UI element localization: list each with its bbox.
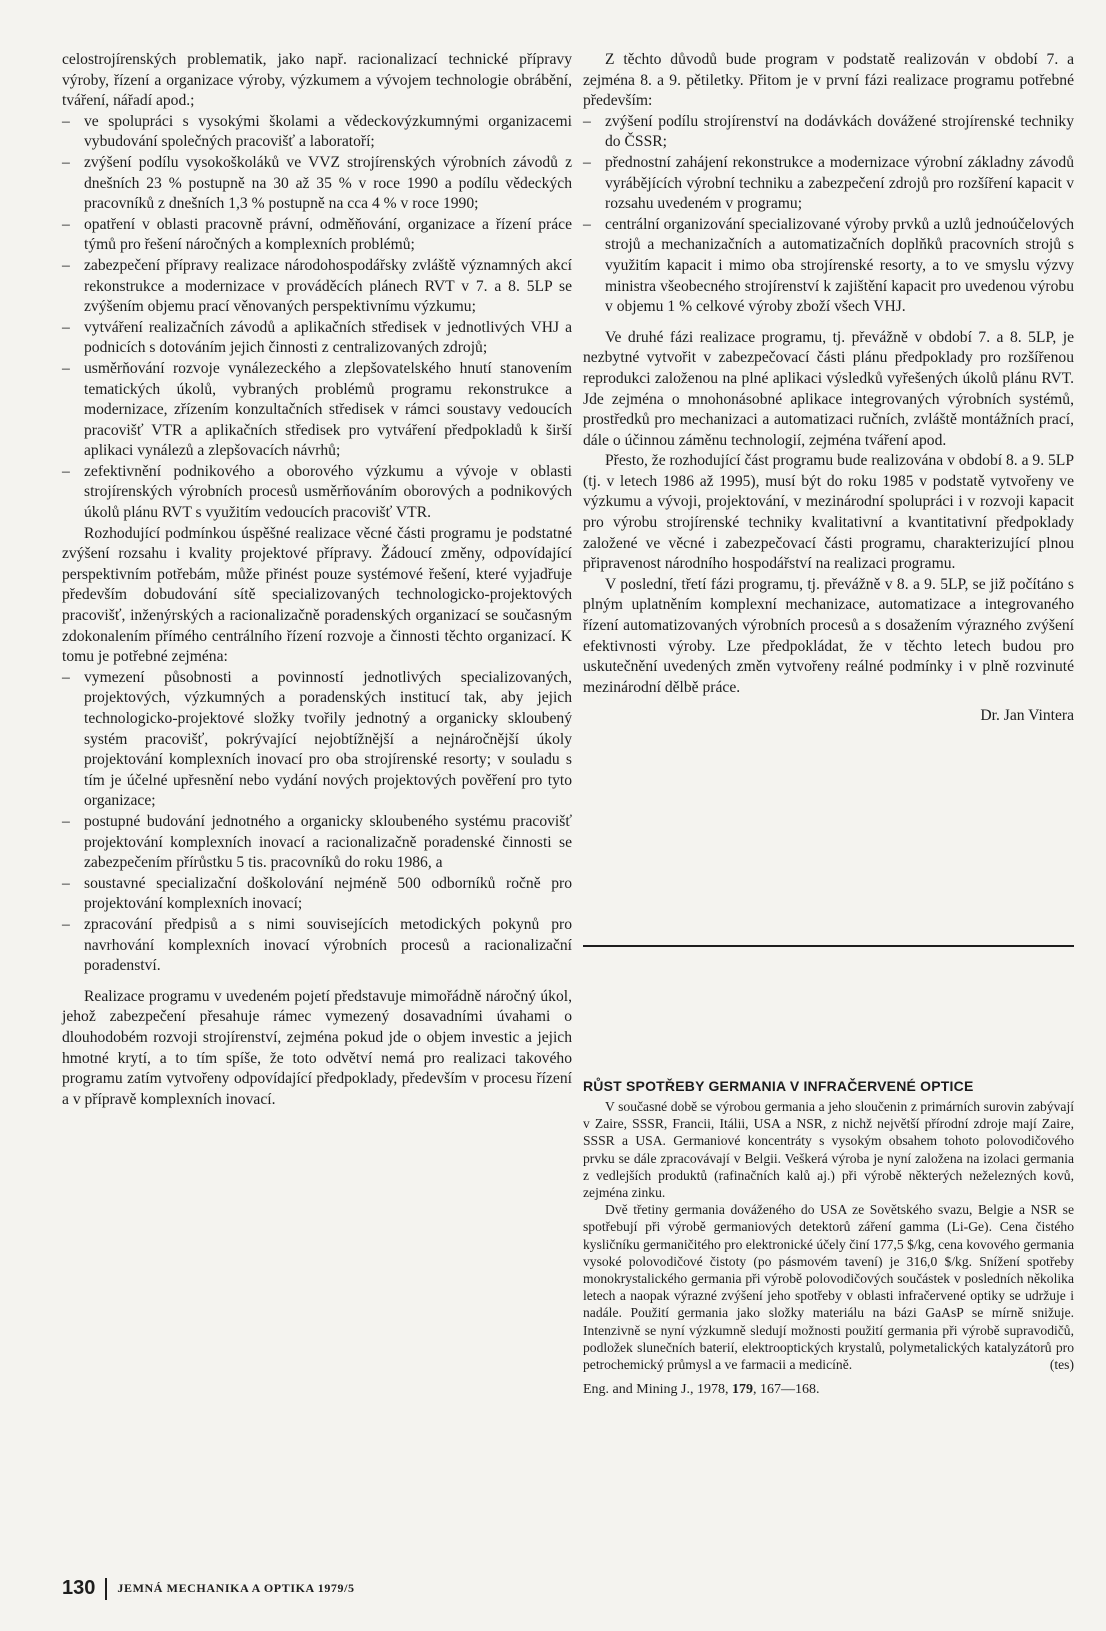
list-item: – ve spolupráci s vysokými školami a vědeckovýzkumnými organizacemi vybudování společných pracovišť a laboratoří; xyxy=(62,112,572,153)
paragraph-reasons: Z těchto důvodů bude program v podstatě realizován v období 7. a zejména 8. a 9. pětiletky. Přitom je v první fázi realizace programu potřebné především: xyxy=(583,51,1074,110)
news-reference xyxy=(583,1381,1074,1398)
reference-source: Eng. and Mining J., 1978, xyxy=(583,1382,729,1398)
list-item: – přednostní zahájení rekonstrukce a modernizace výrobní základny závodů vyrábějících výrobní techniku a zabezpečení zdrojů pro rozšíření kapacit v rozsahu uvedeném v programu; xyxy=(583,153,1074,215)
news-author-tag: (tes) xyxy=(1049,1357,1074,1373)
right-column xyxy=(583,50,1074,727)
list-item: – soustavné specializační doškolování nejméně 500 odborníků ročně pro projektování komplexních inovací; xyxy=(62,874,572,915)
reference-volume: 179 xyxy=(731,1382,753,1398)
section-divider xyxy=(583,945,1074,947)
phase1-list xyxy=(583,112,1074,318)
list-item: – postupné budování jednotného a organicky skloubeného systému pracovišť projektování komplexních inovací a racionalizačně poradenské činnosti se zabezpečením přírůstku 5 tis. pracovníků do roku 1986, a xyxy=(62,812,572,874)
left-column xyxy=(62,50,572,1110)
news-title: RŮST SPOTŘEBY GERMANIA V INFRAČERVENÉ OPTICE xyxy=(583,1078,974,1094)
paragraph-phase-three: V poslední, třetí fázi programu, tj. převážně v 8. a 9. 5LP, se již počítáno s plným uplatněním komplexní mechanizace, automatizace a integrovaného řízení automatizovaných výrobních procesů a s dosažením výrazného zvýšení efektivnosti výroby. Lze předpokládat, že v těchto letech budou pro uskutečnění uvedených změn vytvořeny reálné podmínky i v plně rozvinuté mezinárodní dělbě práce. xyxy=(583,575,1074,696)
paragraph-realization: Realizace programu v uvedeném pojetí představuje mimořádně náročný úkol, jehož zabezpečení přesahuje rámec vymezený dosavadními úvahami o dlouhodobém rozvoji strojírenství, zejména pokud jde o objem investic a jejich hmotné krytí, a to tím spíše, že toto odvětví nemá pro realizaci takového programu zatím vytvořeny odpovídající předpoklady, především v procesu řízení a v přípravě komplexních inovací. xyxy=(62,987,572,1108)
news-paragraph: V současné době se výrobou germania a jeho sloučenin z primárních surovin zabývají v Zaire, SSSR, Francii, Itálii, USA a NSR, z nichž největší přírodní zdroje mají Zaire, SSSR a USA. Germaniové koncentráty s vysokým obsahem tohoto polovodičového prvku se dále zpracovávají v Belgii. Veškerá výroba je nyní založena na izolaci germania z vedlejších produktů (rafinačních kalů aj.) při výrobě některých neželezných kovů, zejména zinku. xyxy=(583,1099,1074,1201)
list-item: – zefektivnění podnikového a oborového výzkumu a vývoje v oblasti strojírenských výrobních procesů usměrňováním oborových a podnikových úkolů plánu RVT s využitím vedoucích pracovišť VTR. xyxy=(62,462,572,524)
paragraph-decisive-condition: Rozhodující podmínkou úspěšné realizace věcné části programu je podstatné zvýšení rozsahu i kvality projektové přípravy. Žádoucí změny, odpovídající perspektivním potřebám, může přinést pouze systémové řešení, které vyjadřuje především dobudování sítě specializovaných technologicko-projektových pracovišť, inženýrských a racionalizačně poradenských organizací se současným zdokonalením přímého centrálního řízení rozvoje a činnosti těchto organizací. K tomu je potřebné zejména: xyxy=(62,524,572,666)
list-item: – zabezpečení přípravy realizace národohospodářsky zvláště významných akcí rekonstrukce a modernizace v prováděcích plánech RVT v 7. a 8. 5LP se zvýšením objemu prací věnovaných perspektivnímu výzkumu; xyxy=(62,256,572,318)
list-item: – centrální organizování specializované výroby prvků a uzlů jednoúčelových strojů a mechanizačních a automatizačních doplňků pracovních strojů s využitím kapacit i mimo oba strojírenské resorty, a to ve smyslu výzvy ministra všeobecného strojírenství k zajištění kapacit pro uvedenou výrobu v objemu 1 % celkové výroby zboží všech VHJ. xyxy=(583,215,1074,318)
paragraph-despite: Přesto, že rozhodující část programu bude realizována v období 8. a 9. 5LP (tj. v letech 1986 až 1995), musí být do roku 1985 v podstatě vytvořeny ve výzkumu a vývoji, projektování, v mezinárodní spolupráci i v rozvoji kapacit pro výrobu strojírenské techniky kvalitativní a kvantitativní předpoklady založené ve věcné i zabezpečovací části programu, charakterizující plnou připravenost národního hospodářství na realizaci programu. xyxy=(583,452,1074,573)
footer-separator xyxy=(105,1578,107,1600)
measures-list-1 xyxy=(62,112,572,524)
list-item: – zpracování předpisů a s nimi souvisejících metodických pokynů pro navrhování komplexních inovací výrobních procesů a racionalizační poradenství. xyxy=(62,915,572,977)
page-footer xyxy=(62,1577,355,1600)
measures-list-2 xyxy=(62,668,572,977)
list-item: – zvýšení podílu vysokoškoláků ve VVZ strojírenských výrobních závodů z dnešních 23 % postupně na 30 až 35 % v roce 1990 a podílu vědeckých pracovníků z dnešních 1,3 % postupně na cca 4 % v roce 1990; xyxy=(62,153,572,215)
journal-name: JEMNÁ MECHANIKA A OPTIKA 1979/5 xyxy=(117,1581,355,1595)
list-item: – opatření v oblasti pracovně právní, odměňování, organizace a řízení práce týmů pro řešení náročných a komplexních problémů; xyxy=(62,215,572,256)
list-item: – vytváření realizačních závodů a aplikačních středisek v jednotlivých VHJ a podnicích s dotováním jejich činnosti z centralizovaných zdrojů; xyxy=(62,318,572,359)
list-item: – usměrňování rozvoje vynálezeckého a zlepšovatelského hnutí stanovením tematických úkolů, vybraných problémů programu rekonstrukce a modernizace, zřízením konzultačních středisek v rámci soustavy vedoucích pracovišť VTR a aplikačních středisek pro vytváření předpokladů k širší aplikaci vynálezů a zlepšovacích návrhů; xyxy=(62,359,572,462)
list-item: – zvýšení podílu strojírenství na dodávkách dovážené strojírenské techniky do ČSSR; xyxy=(583,112,1074,153)
author-signature: Dr. Jan Vintera xyxy=(980,707,1074,725)
intro-continuation: celostrojírenských problematik, jako např. racionalizací technické přípravy výroby, řízení a organizace výroby, výzkumem a vývojem technologie obrábění, tváření, nářadí apod.; xyxy=(62,51,572,110)
paragraph-phase-two: Ve druhé fázi realizace programu, tj. převážně v období 7. a 8. 5LP, je nezbytné vytvořit v zabezpečovací části plánu předpoklady pro rozšířenou reprodukci založenou na plné aplikaci výsledků vyřešených úkolů plánu RVT. Jde zejména o mnohonásobné aplikace integrovaných výrobních systémů, prostředků pro mechanizaci a automatizaci ručních, zvláště montážních prací, dále o účinnou záměnu technologií, zejména tváření apod. xyxy=(583,328,1074,449)
list-item: – vymezení působnosti a povinností jednotlivých specializovaných, projektových, výzkumných a poradenských institucí tak, aby jejich technologicko-projektové složky tvořily jednotný a organicky skloubený systém pracovišť, pokrývající nejobtížnější a nejnáročnější úkoly projektování komplexních inovací pro oba strojírenské resorty; v souladu s tím je účelné upřesnění nebo vydání nových projektových pověření pro tyto organizace; xyxy=(62,668,572,812)
news-paragraph-text: Dvě třetiny germania dováženého do USA ze Sovětského svazu, Belgie a NSR se spotřebují při výrobě germaniových detektorů záření gamma (Li-Ge). Cena čistého kysličníku germaničitého pro elektronické účely činí 177,5 $/kg, cena kovového germania vysoké polovodičové čistoty (po pásmovém tavení) je 316,0 $/kg. Snížení spotřeby monokrystalického germania při výrobě polovodičových součástek v posledních několika letech a naopak výrazné zvýšení jeho spotřeby v oblasti infračervené optiky se udržuje i nadále. Použití germania jako složky materiálu na bázi GaAsP se mírně snižuje. Intenzivně se nyní výzkumně sledují možnosti použití germania při výrobě supravodičů, podložek slunečních baterií, elektrooptických krystalů, polymetalických katalyzátorů pro petrochemický průmysl a ve farmacii a medicíně. xyxy=(583,1202,1074,1373)
page-number: 130 xyxy=(62,1577,96,1599)
news-paragraph xyxy=(583,1201,1074,1373)
reference-pages: , 167—168. xyxy=(752,1382,820,1398)
news-item xyxy=(583,1078,1074,1398)
